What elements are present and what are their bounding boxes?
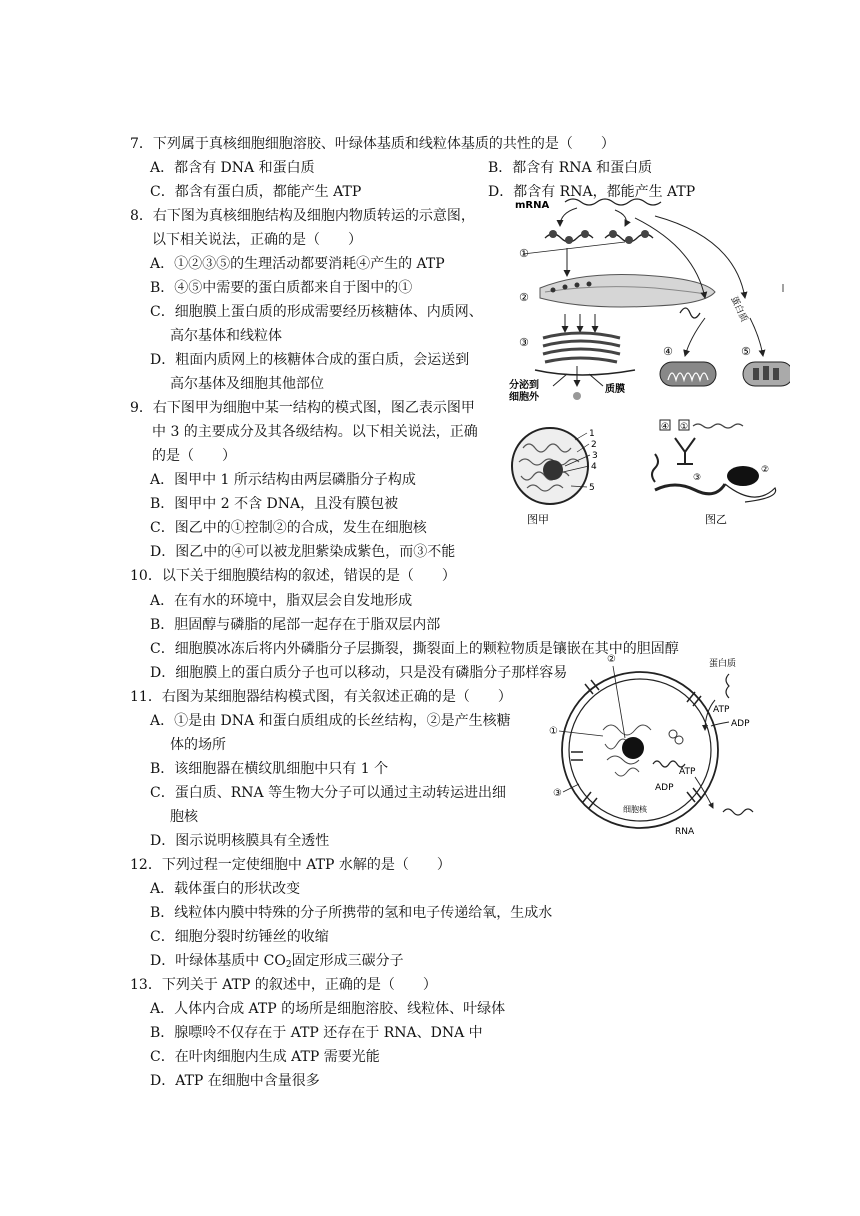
fig9-nucleolus [543, 460, 563, 480]
q9-stem-2: 中 3 的主要成分及其各级结构。以下相关说法，正确 [152, 424, 478, 440]
q11-option-d: D．图示说明核膜具有全透性 [150, 833, 330, 849]
q11-stem: 11．右图为某细胞器结构模式图，有关叙述正确的是（ ） [130, 689, 512, 705]
fig11-adp-label-2: ADP [655, 783, 674, 793]
fig11-label-3: ③ [553, 788, 562, 799]
fig8-plasma-membrane [535, 370, 635, 375]
q8-option-b: B．④⑤中需要的蛋白质都来自于图中的① [150, 280, 413, 296]
fig8-golgi [543, 333, 620, 338]
fig8-rough-er [540, 275, 715, 308]
fig8-mrna-label: mRNA [515, 200, 550, 211]
fig9-chromatin-fiber [655, 484, 725, 494]
fig9-num-2: 2 [591, 440, 597, 450]
fig8-protein-label: 蛋白质 [728, 295, 749, 324]
q8-option-d-2: 高尔基体及细胞其他部位 [170, 376, 324, 392]
fig9-circle-1: ① [680, 422, 689, 432]
q8-option-c-1: C．细胞膜上蛋白质的形成需要经历核糖体、内质网、 [150, 304, 483, 320]
fig11-nucleolus [622, 737, 644, 759]
fig11-atp-label-2: ATP [679, 767, 696, 777]
q7-option-c: C．都含有蛋白质，都能产生 ATP [150, 184, 362, 200]
fig8-protein-chain [680, 308, 700, 318]
q8-option-d-1: D．粗面内质网上的核糖体合成的蛋白质，会运送到 [150, 352, 470, 368]
q7-option-b: B．都含有 RNA 和蛋白质 [488, 160, 653, 176]
q13-option-a: A．人体内合成 ATP 的场所是细胞溶胶、线粒体、叶绿体 [150, 1001, 506, 1017]
q9-option-a: A．图甲中 1 所示结构由两层磷脂分子构成 [150, 472, 416, 488]
q8-option-c-2: 高尔基体和线粒体 [170, 328, 282, 344]
fig11-nucleus-label: 细胞核 [623, 805, 647, 814]
q8-option-a: A．①②③⑤的生理活动都要消耗④产生的 ATP [150, 256, 445, 272]
fig11-label-2: ② [607, 654, 616, 665]
q9-option-c: C．图乙中的①控制②的合成，发生在细胞核 [150, 520, 427, 536]
q9-stem-3: 的是（ ） [152, 448, 236, 464]
q12-option-a: A．载体蛋白的形状改变 [150, 881, 301, 897]
q10-option-a: A．在有水的环境中，脂双层会自发地形成 [150, 593, 413, 609]
q12-option-b: B．线粒体内膜中特殊的分子所携带的氢和电子传递给氧，生成水 [150, 905, 553, 921]
fig9-circle-4: ④ [661, 422, 670, 432]
q11-option-c-1: C．蛋白质、RNA 等生物大分子可以通过主动转运进出细 [150, 785, 507, 801]
figure-q11-nucleus [545, 652, 770, 837]
q7-option-a: A．都含有 DNA 和蛋白质 [150, 160, 315, 176]
fig8-mitochondrion [660, 362, 716, 386]
q10-option-c: C．细胞膜冰冻后将内外磷脂分子层撕裂，撕裂面上的颗粒物质是镶嵌在其中的胆固醇 [150, 641, 679, 657]
fig9-num-5: 5 [589, 483, 595, 493]
fig11-label-1: ① [549, 726, 558, 737]
q8-stem-2: 以下相关说法，正确的是（ ） [152, 232, 362, 248]
fig11-rna-strand [723, 809, 753, 815]
fig9-chromosome [675, 438, 695, 464]
fig8-label-4: ④ [663, 345, 673, 358]
q12-option-d [150, 951, 404, 971]
fig9-num-4: 4 [591, 462, 597, 472]
q13-option-b: B．腺嘌呤不仅存在于 ATP 还存在于 RNA、DNA 中 [150, 1025, 483, 1041]
q11-option-b: B．该细胞器在横纹肌细胞中只有 1 个 [150, 761, 389, 777]
fig8-label-5: ⑤ [741, 345, 751, 358]
fig8-membrane-label: 质膜 [605, 384, 625, 395]
q12-option-c: C．细胞分裂时纺锤丝的收缩 [150, 929, 329, 945]
q10-stem: 10．以下关于细胞膜结构的叙述，错误的是（ ） [130, 568, 456, 584]
q9-option-b: B．图甲中 2 不含 DNA，且没有膜包被 [150, 496, 399, 512]
q13-stem: 13．下列关于 ATP 的叙述中，正确的是（ ） [130, 977, 437, 993]
fig9-dna-helix [693, 424, 743, 428]
q13-option-d: D．ATP 在细胞中含量很多 [150, 1073, 320, 1089]
fig9-num-3: 3 [592, 451, 598, 461]
q12-option-d-subscript: 2 [285, 960, 292, 970]
fig9-protein-blob [727, 466, 759, 486]
q9-option-d: D．图乙中的④可以被龙胆紫染成紫色，而③不能 [150, 544, 456, 560]
q11-option-c-2: 胞核 [170, 809, 198, 825]
q12-option-d-text: D．叶绿体基质中 CO [150, 953, 286, 969]
fig8-secrete-label-1: 分泌到 [509, 380, 539, 391]
q8-stem-1: 8．右下图为真核细胞结构及细胞内物质转运的示意图， [130, 208, 475, 224]
fig11-protein-label: 蛋白质 [709, 659, 737, 669]
q11-option-a-2: 体的场所 [170, 737, 226, 753]
fig8-secrete-label-2: 细胞外 [509, 392, 539, 403]
fig9-caption-a: 图甲 [527, 513, 549, 526]
q11-option-a-1: A．①是由 DNA 和蛋白质组成的长丝结构，②是产生核糖 [150, 713, 511, 729]
q12-option-d-text-end: 固定形成三碳分子 [291, 953, 404, 969]
q7-option-d: D．都含有 RNA，都能产生 ATP [488, 184, 696, 200]
figure-q9-chromatin [505, 418, 795, 530]
q7-stem: 7．下列属于真核细胞细胞溶胶、叶绿体基质和线粒体基质的共性的是（ ） [130, 136, 615, 152]
fig9-circle-2: ② [761, 465, 770, 475]
fig9-num-1: 1 [589, 429, 595, 439]
q13-option-c: C．在叶肉细胞内生成 ATP 需要光能 [150, 1049, 380, 1065]
fig9-circle-3: ③ [693, 473, 702, 483]
fig8-label-1: ① [519, 247, 529, 260]
q10-option-d: D．细胞膜上的蛋白质分子也可以移动，只是没有磷脂分子那样容易 [150, 665, 568, 681]
figure-q8-cell-transport [505, 188, 790, 413]
q10-option-b: B．胆固醇与磷脂的尾部一起存在于脂双层内部 [150, 617, 441, 633]
fig8-label-2: ② [519, 291, 529, 304]
fig11-adp-label-1: ADP [731, 719, 750, 729]
fig8-mrna-strand [565, 199, 661, 205]
fig8-label-3: ③ [519, 336, 529, 349]
q12-stem: 12．下列过程一定使细胞中 ATP 水解的是（ ） [130, 857, 451, 873]
fig11-atp-label-1: ATP [713, 705, 730, 715]
q9-stem-1: 9．右下图甲为细胞中某一结构的模式图，图乙表示图甲 [130, 400, 475, 416]
fig9-caption-b: 图乙 [705, 513, 727, 526]
fig11-rna-label: RNA [675, 827, 695, 837]
